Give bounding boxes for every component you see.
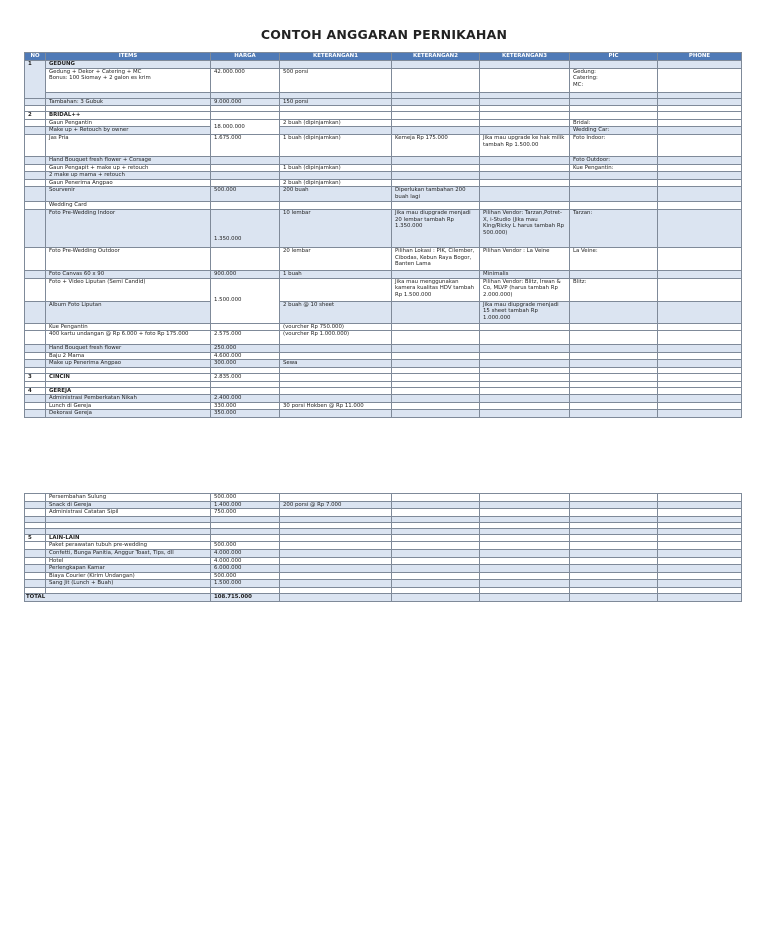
harga-cell: 42.000.000 xyxy=(211,68,280,92)
ket1-cell: 10 lembar xyxy=(280,209,392,247)
item-cell: Biaya Courier (Kirim Undangan) xyxy=(46,572,211,580)
harga-cell: 500.000 xyxy=(211,572,280,580)
item-cell: Hand Bouquet fresh flower + Corsage xyxy=(46,156,211,164)
harga-cell: 350.000 xyxy=(211,410,280,418)
table-row xyxy=(25,278,742,301)
ket1-cell: (vourcher Rp 1.000.000) xyxy=(280,331,392,345)
table-row xyxy=(25,323,742,331)
ket1-cell: 500 porsi xyxy=(280,68,392,92)
table-row xyxy=(25,501,742,509)
ket1-cell: 2 buah @ 10 sheet xyxy=(280,301,392,323)
harga-cell: 330.000 xyxy=(211,402,280,410)
harga-cell: 300.000 xyxy=(211,360,280,368)
table-row xyxy=(25,156,742,164)
item-cell: Hand Bouquet fresh flower xyxy=(46,345,211,353)
budget-table xyxy=(24,52,742,418)
pic-cell: Kue Pengantin: xyxy=(570,164,658,172)
table-row xyxy=(25,549,742,557)
pic-cell: Tarzan: xyxy=(570,209,658,247)
col-header-ket3: KETERANGAN3 xyxy=(480,53,570,61)
section-row xyxy=(25,534,742,542)
item-cell: Make up + Retouch by owner xyxy=(46,127,211,135)
col-header-no: NO xyxy=(25,53,46,61)
table-row xyxy=(25,331,742,345)
section-no: 2 xyxy=(25,112,46,120)
item-cell: Dekorasi Gereja xyxy=(46,410,211,418)
harga-cell: 2.400.000 xyxy=(211,395,280,403)
col-header-phone: PHONE xyxy=(658,53,742,61)
item-cell: Paket perawatan tubuh pre-wedding xyxy=(46,542,211,550)
section-name: GEDUNG xyxy=(46,61,211,69)
harga-cell: 1.350.000 xyxy=(211,209,280,247)
ket1-cell: 1 buah xyxy=(280,270,392,278)
item-cell: Foto + Video Liputan (Semi Candid) xyxy=(46,278,211,301)
col-header-ket1: KETERANGAN1 xyxy=(280,53,392,61)
item-cell: Gaun Pengantin xyxy=(46,119,211,127)
table-row xyxy=(25,98,742,106)
section-row xyxy=(25,112,742,120)
harga-cell: 2.835.000 xyxy=(211,373,280,381)
table-row xyxy=(25,494,742,502)
table-row xyxy=(25,565,742,573)
item-cell: Tambahan: 3 Gubuk xyxy=(46,98,211,106)
table-row xyxy=(25,301,742,323)
header-row xyxy=(25,53,742,61)
table-row xyxy=(25,172,742,180)
item-cell: Confetti, Bunga Panitia, Anggur Toast, Tips, dll xyxy=(46,549,211,557)
budget-table-continued xyxy=(24,493,742,602)
table-row xyxy=(25,179,742,187)
section-row xyxy=(25,387,742,395)
ket3-cell: Pilihan Vendor: Tarzan,Potret-X, i-Studio (Jika mau King/Ricky L harus tambah Rp 500.000) xyxy=(480,209,570,247)
item-cell: Sourvenir xyxy=(46,187,211,202)
ket3-cell: Jika mau diupgrade menjadi 15 sheet tambah Rp 1.000.000 xyxy=(480,301,570,323)
page-title: CONTOH ANGGARAN PERNIKAHAN xyxy=(260,27,508,42)
table-row xyxy=(25,202,742,210)
col-header-items: ITEMS xyxy=(46,53,211,61)
item-cell: Foto Pre-Wedding Outdoor xyxy=(46,247,211,270)
item-cell: Kue Pengantin xyxy=(46,323,211,331)
table-row xyxy=(25,345,742,353)
item-cell: 400 kartu undangan @ Rp 6.000 + foto Rp 175.000 xyxy=(46,331,211,345)
ket2-cell: Kemeja Rp 175.000 xyxy=(392,134,480,156)
item-cell: Administrasi Catatan Sipil xyxy=(46,509,211,517)
section-name: GEREJA xyxy=(46,387,211,395)
col-header-harga: HARGA xyxy=(211,53,280,61)
table-row xyxy=(25,557,742,565)
section-row xyxy=(25,373,742,381)
ket1-cell: 2 buah (dipinjamkan) xyxy=(280,179,392,187)
item-cell: 2 make up mama + retouch xyxy=(46,172,211,180)
harga-cell: 750.000 xyxy=(211,509,280,517)
harga-cell: 4.000.000 xyxy=(211,549,280,557)
ket1-cell: 1 buah (dipinjamkan) xyxy=(280,164,392,172)
total-label: TOTAL xyxy=(25,593,211,601)
harga-cell: 900.000 xyxy=(211,270,280,278)
table-row xyxy=(25,270,742,278)
table-row xyxy=(25,164,742,172)
table-row xyxy=(25,119,742,127)
pic-cell: Blitz: xyxy=(570,278,658,301)
harga-cell: 4.000.000 xyxy=(211,557,280,565)
table-row xyxy=(25,127,742,135)
table-row xyxy=(25,360,742,368)
item-cell: Make up Penerima Angpao xyxy=(46,360,211,368)
item-cell: Snack di Gereja xyxy=(46,501,211,509)
table-row xyxy=(25,352,742,360)
section-no: 1 xyxy=(25,61,46,99)
ket1-cell: 2 buah (dipinjamkan) xyxy=(280,119,392,127)
harga-cell: 500.000 xyxy=(211,542,280,550)
harga-cell: 500.000 xyxy=(211,494,280,502)
pic-cell: Wedding Car: xyxy=(570,127,658,135)
item-cell: Foto Pre-Wedding Indoor xyxy=(46,209,211,247)
col-header-pic: PIC xyxy=(570,53,658,61)
ket3-cell: Jika mau upgrade ke hak milik tambah Rp 1.500.00 xyxy=(480,134,570,156)
harga-cell: 500.000 xyxy=(211,187,280,202)
table-row xyxy=(25,410,742,418)
harga-cell: 6.000.000 xyxy=(211,565,280,573)
item-cell: Baju 2 Mama xyxy=(46,352,211,360)
item-cell: Perlengkapan Kamar xyxy=(46,565,211,573)
table-row xyxy=(25,187,742,202)
section-no: 3 xyxy=(25,373,46,381)
total-value: 108.715.000 xyxy=(211,593,280,601)
ket1-cell: 1 buah (dipinjamkan) xyxy=(280,134,392,156)
pic-cell: Gedung: Catering: MC: xyxy=(570,68,658,92)
item-cell: Gaun Penerima Angpao xyxy=(46,179,211,187)
table-row xyxy=(25,572,742,580)
total-row xyxy=(25,593,742,601)
section-name: CINCIN xyxy=(46,373,211,381)
table-row xyxy=(25,402,742,410)
table-row xyxy=(25,542,742,550)
harga-cell: 250.000 xyxy=(211,345,280,353)
pic-cell: Foto Outdoor: xyxy=(570,156,658,164)
harga-cell: 1.400.000 xyxy=(211,501,280,509)
table-row xyxy=(25,209,742,247)
ket3-cell: Pilihan Vendor: Blitz, Irwan & Co, MLVP (harus tambah Rp 2.000.000) xyxy=(480,278,570,301)
table-row xyxy=(25,509,742,517)
item-cell: Jas Pria xyxy=(46,134,211,156)
harga-cell: 4.600.000 xyxy=(211,352,280,360)
item-cell: Administrasi Pemberkatan Nikah xyxy=(46,395,211,403)
item-cell: Sang Jit (Lunch + Buah) xyxy=(46,580,211,588)
harga-cell: 1.500.000 xyxy=(211,278,280,323)
ket1-cell: 200 buah xyxy=(280,187,392,202)
item-cell: Wedding Card xyxy=(46,202,211,210)
harga-cell: 1.500.000 xyxy=(211,580,280,588)
item-cell: Gedung + Dekor + Catering + MC Bonus: 100 Siomay + 2 galon es krim xyxy=(46,68,211,92)
ket3-cell: Minimalis xyxy=(480,270,570,278)
table-row xyxy=(25,395,742,403)
table-row xyxy=(25,580,742,588)
pic-cell: La Veine: xyxy=(570,247,658,270)
section-no: 5 xyxy=(25,534,46,542)
section-no: 4 xyxy=(25,387,46,395)
ket2-cell: Jika mau diupgrade menjadi 20 lembar tambah Rp 1.350.000 xyxy=(392,209,480,247)
item-cell: Foto Canvas 60 x 90 xyxy=(46,270,211,278)
ket1-cell: Sewa xyxy=(280,360,392,368)
item-cell: Hotel xyxy=(46,557,211,565)
item-cell: Lunch di Gereja xyxy=(46,402,211,410)
ket1-cell: 30 porsi Hokben @ Rp 11.000 xyxy=(280,402,392,410)
harga-cell: 2.575.000 xyxy=(211,331,280,345)
ket2-cell: Pilihan Lokasi : PIK, Cilember, Cibodas, Kebun Raya Bogor, Banten Lama xyxy=(392,247,480,270)
ket3-cell: Pilihan Vendor : La Veine xyxy=(480,247,570,270)
harga-cell: 18.000.000 xyxy=(211,119,280,134)
section-name: BRIDAL++ xyxy=(46,112,211,120)
harga-cell: 9.000.000 xyxy=(211,98,280,106)
pic-cell: Bridal: xyxy=(570,119,658,127)
ket1-cell: (vourcher Rp 750.000) xyxy=(280,323,392,331)
ket1-cell: 20 lembar xyxy=(280,247,392,270)
table-row xyxy=(25,134,742,156)
harga-cell: 1.675.000 xyxy=(211,134,280,156)
pic-cell: Foto Indoor: xyxy=(570,134,658,156)
item-cell: Album Foto Liputan xyxy=(46,301,211,323)
ket2-cell: Diperlukan tambahan 200 buah lagi xyxy=(392,187,480,202)
table-row xyxy=(25,247,742,270)
item-cell: Persembahan Sulung xyxy=(46,494,211,502)
section-row xyxy=(25,61,742,69)
table-row xyxy=(25,68,742,92)
item-cell: Gaun Pengapit + make up + retouch xyxy=(46,164,211,172)
ket2-cell: Jika mau menggunakan kamera kualitas HDV tambah Rp 1.500.000 xyxy=(392,278,480,301)
ket1-cell: 200 porsi @ Rp 7.000 xyxy=(280,501,392,509)
col-header-ket2: KETERANGAN2 xyxy=(392,53,480,61)
section-name: LAIN-LAIN xyxy=(46,534,211,542)
ket1-cell: 150 porsi xyxy=(280,98,392,106)
